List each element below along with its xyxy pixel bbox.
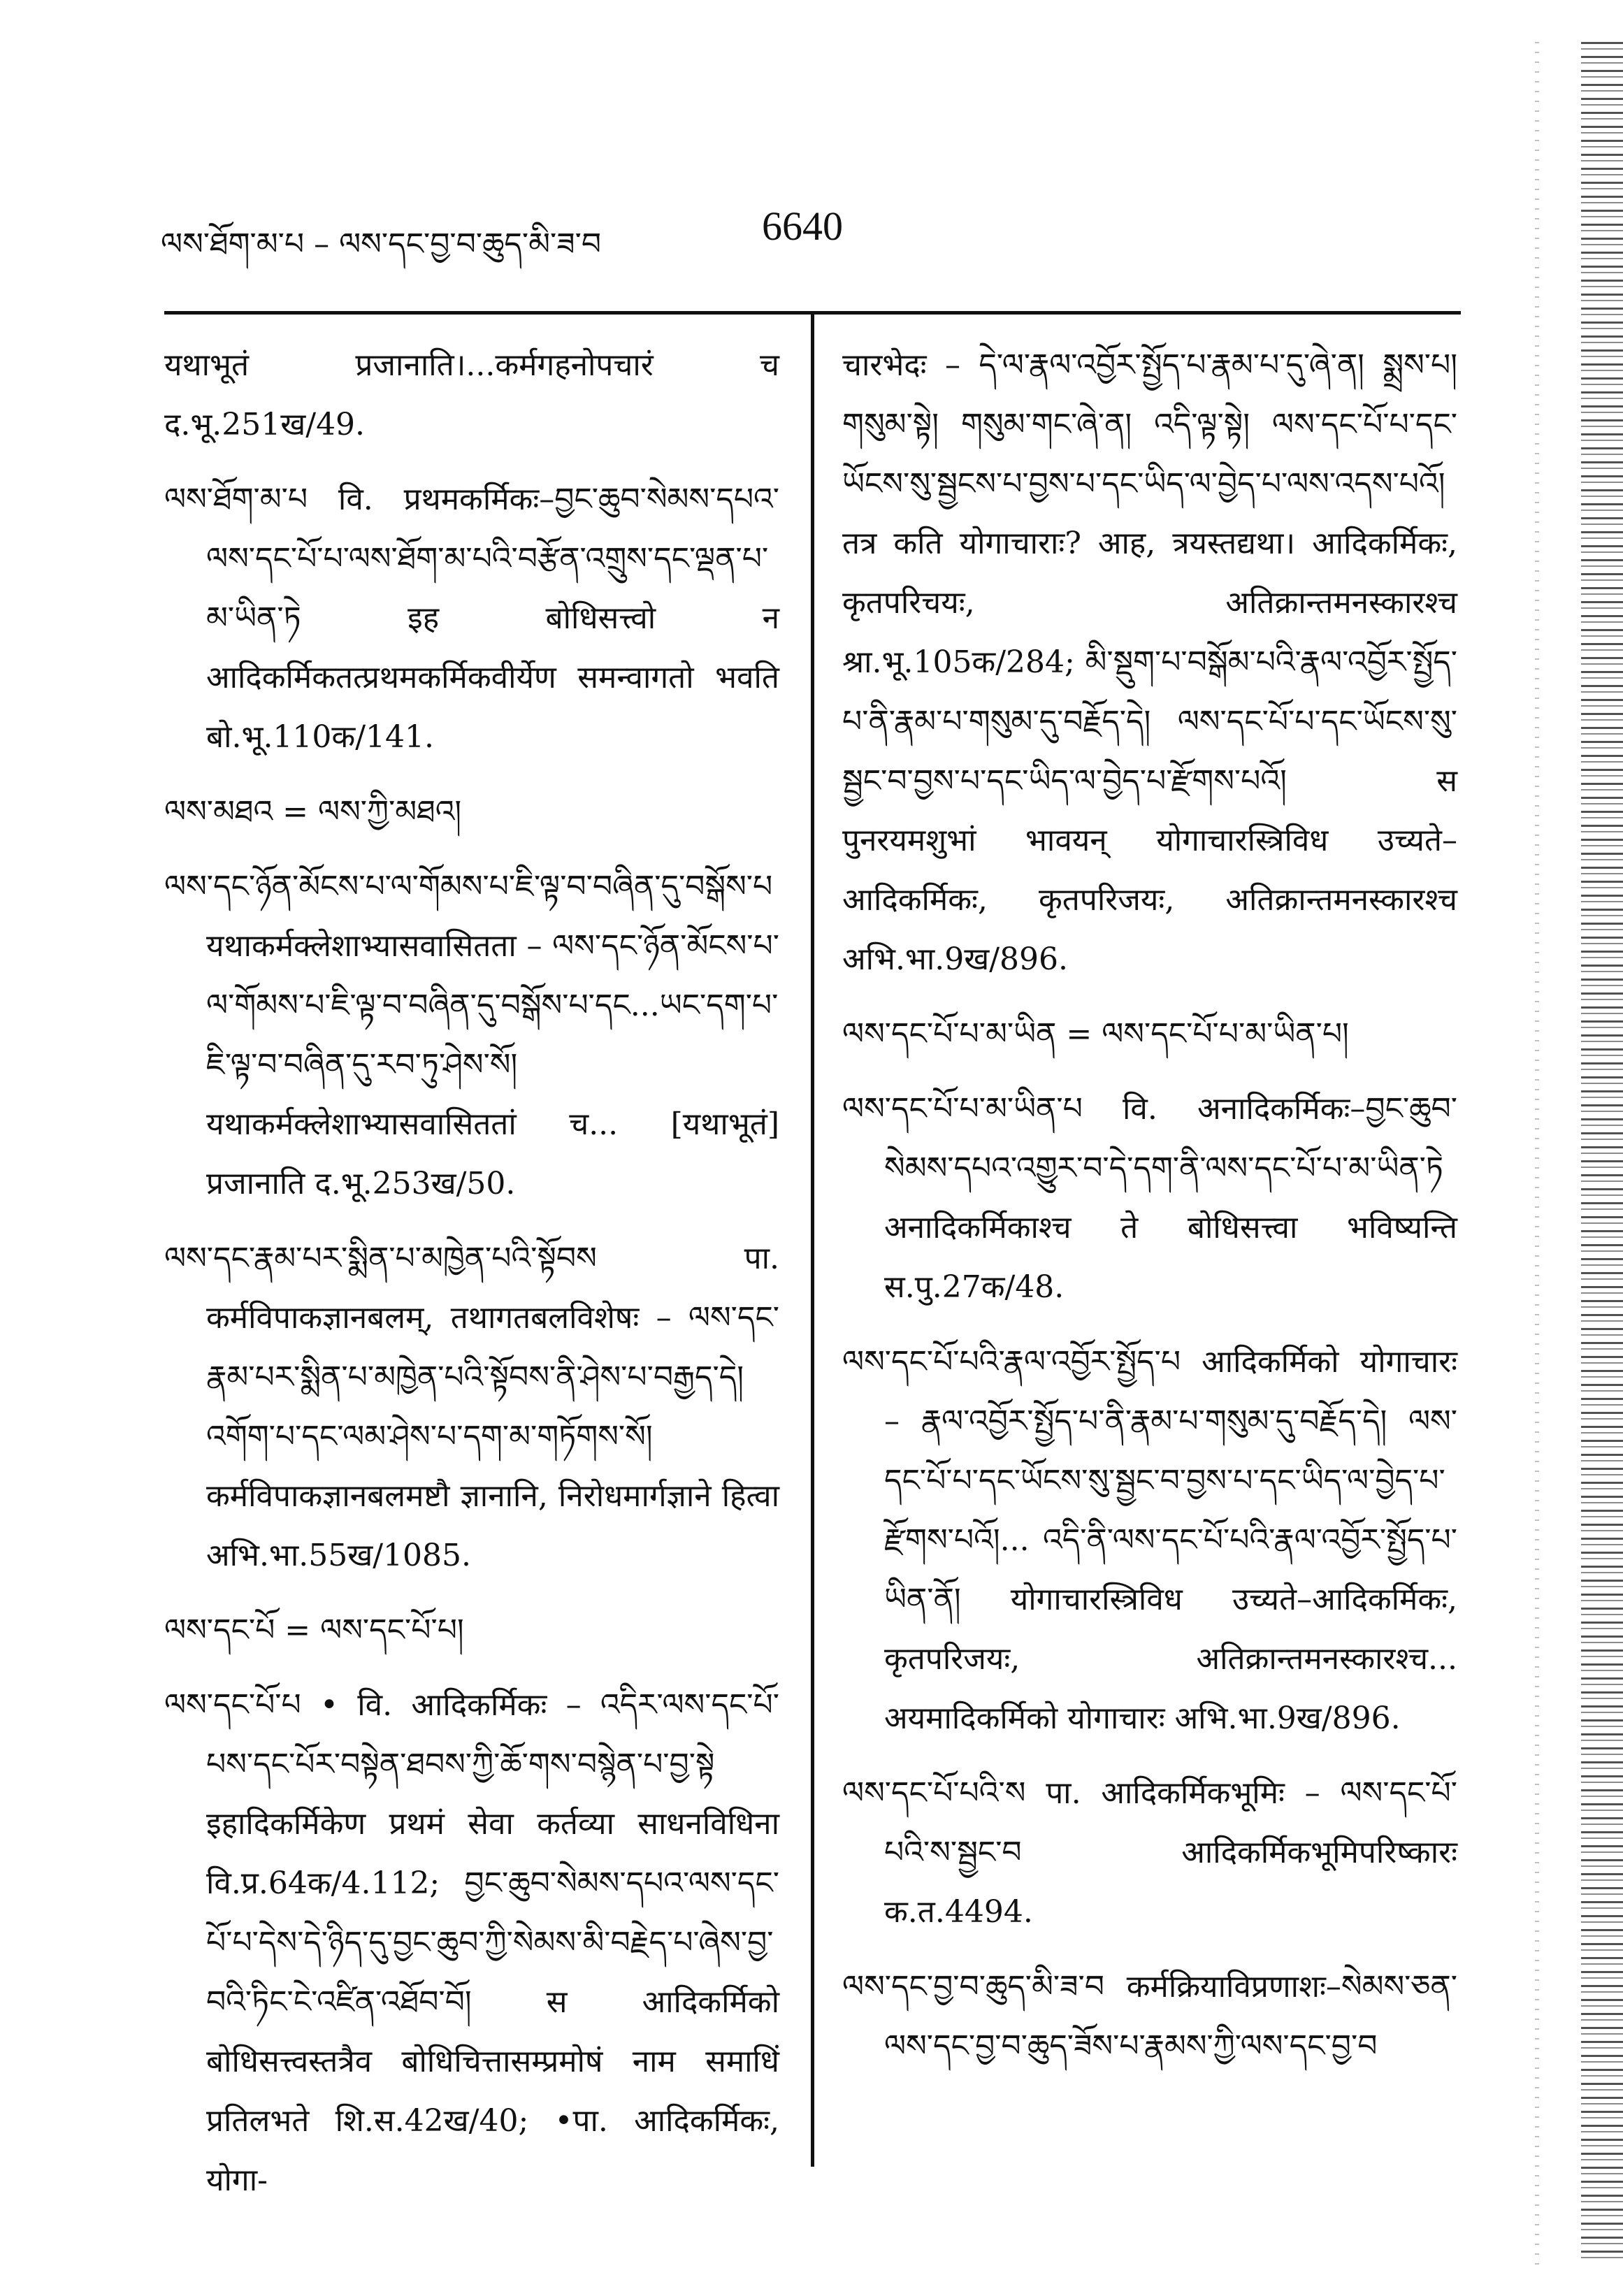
scan-edge-artifact	[1581, 42, 1623, 2265]
dictionary-entry: ལས་ཐོག་མ་པ वि. प्रथमकर्मिकः–བྱང་ཆུབ་སེམས་དཔའ་ལས་དང་པོ་པ་ལས་ཐོག་མ་པའི་བརྩོན་འགྲུས་དང་ལྡན་པ་མ་ཡིན་ཏེ इह बोधिसत्त्वो न आदिकर्मिकतत्प्रथमकर्मिकवीर्येण समन्वागतो भवति बो.भू.110क/141.	[164, 482, 779, 755]
dictionary-entry: ལས་དང་བྱ་བ་ཆུད་མི་ཟ་བ कर्मक्रियाविप्रणाशः–སེམས་ཅན་ལས་དང་བྱ་བ་ཆུད་ཟོས་པ་རྣམས་ཀྱི་ལས་དང་བྱ་བ	[842, 1969, 1457, 2064]
dictionary-entry: ལས་དང་པོ་པའི་རྣལ་འབྱོར་སྤྱོད་པ आदिकर्मिको योगाचारः – རྣལ་འབྱོར་སྤྱོད་པ་ནི་རྣམ་པ་གསུམ་དུ་བརྗོད་དེ། ལས་དང་པོ་པ་དང་ཡོངས་སུ་སྦྱང་བ་བྱས་པ་དང་ཡིད་ལ་བྱེད་པ་རྫོགས་པའོ།... འདི་ནི་ལས་དང་པོ་པའི་རྣལ་འབྱོར་སྤྱོད་པ་ཡིན་ནོ། योगाचारस्त्रिविध उच्यते–आदिकर्मिकः, कृतपरिजयः, अतिक्रान्तमनस्कारश्च... अयमादिकर्मिको योगाचारः अभि.भा.9ख/896.	[842, 1344, 1457, 1736]
dictionary-entry: ལས་དང་པོ = ལས་དང་པོ་པ།	[164, 1612, 464, 1648]
dictionary-entry: ལས་དང་པོ་པ • वि. आदिकर्मिकः – འདིར་ལས་དང་པོ་པས་དང་པོར་བསྟེན་ཐབས་ཀྱི་ཆོ་གས་བསྙེན་པ་བྱ་སྟེ इहादिकर्मिकेण प्रथमं सेवा कर्तव्या साधनविधिना वि.प्र.64क/4.112; བྱང་ཆུབ་སེམས་དཔའ་ལས་དང་པོ་པ་དེས་དེ་ཉིད་དུ་བྱང་ཆུབ་ཀྱི་སེམས་མི་བརྗེད་པ་ཞེས་བྱ་བའི་ཏིང་ངེ་འཛིན་འཐོབ་བོ། स आदिकर्मिको बोधिसत्त्वस्तत्रैव बोधिचित्तासम्प्रमोषं नाम समाधिं प्रतिलभते शि.स.42ख/40; •पा. आदिकर्मिकः, योगा-	[164, 1687, 779, 2198]
left-column	[164, 335, 779, 2225]
right-column	[842, 335, 1457, 2091]
page-header	[161, 175, 1454, 262]
dictionary-entry: ལས་དང་པོ་པ་མ་ཡིན་པ वि. अनादिकर्मिकः–བྱང་ཆུབ་སེམས་དཔའ་འགྱུར་བ་དེ་དག་ནི་ལས་དང་པོ་པ་མ་ཡིན་ཏེ अनादिकर्मिकाश्च ते बोधिसत्त्वा भविष्यन्ति स.पु.27क/48.	[842, 1091, 1457, 1305]
page-number: 6640	[762, 203, 843, 249]
column-divider	[811, 315, 814, 2167]
dictionary-entry: ལས་དང་ཉོན་མོངས་པ་ལ་གོམས་པ་ཇི་ལྟ་བ་བཞིན་དུ་བསྒོས་པ यथाकर्मक्लेशाभ्यासवासितता – ལས་དང་ཉོན་མོངས་པ་ལ་གོམས་པ་ཇི་ལྟ་བ་བཞིན་དུ་བསྒོས་པ་དང...ཡང་དག་པ་ཇི་ལྟ་བ་བཞིན་དུ་རབ་ཏུ་ཤེས་སོ། यथाकर्मक्लेशाभ्यासवासिततां च... [यथाभूतं] प्रजानाति द.भू.253ख/50.	[164, 869, 779, 1201]
dictionary-entry: चारभेदः – དེ་ལ་རྣལ་འབྱོར་སྤྱོད་པ་རྣམ་པ་དུ་ཞེ་ན། སྨྲས་པ། གསུམ་སྟེ། གསུམ་གང་ཞེ་ན། འདི་ལྟ་སྟེ། ལས་དང་པོ་པ་དང་ཡོངས་སུ་སྦྱངས་པ་བྱས་པ་དང་ཡིད་ལ་བྱེད་པ་ལས་འདས་པའོ། तत्र कति योगाचाराः? आह, त्रयस्तद्यथा। आदिकर्मिकः, कृतपरिचयः, अतिक्रान्तमनस्कारश्च श्रा.भू.105क/284; མི་སྡུག་པ་བསྒོམ་པའི་རྣལ་འབྱོར་སྤྱོད་པ་ནི་རྣམ་པ་གསུམ་དུ་བརྗོད་དེ། ལས་དང་པོ་པ་དང་ཡོངས་སུ་སྦྱང་བ་བྱས་པ་དང་ཡིད་ལ་བྱེད་པ་རྫོགས་པའོ། स पुनरयमशुभां भावयन् योगाचारस्त्रिविध उच्यते–आदिकर्मिकः, कृतपरिजयः, अतिक्रान्तमनस्कारश्च अभि.भा.9ख/896.	[842, 347, 1457, 977]
header-guide-words: ལས་ཐོག་མ་པ – ལས་དང་བྱ་བ་ཆུད་མི་ཟ་བ	[161, 226, 602, 262]
dictionary-entry: ལས་དང་པོ་པ་མ་ཡིན = ལས་དང་པོ་པ་མ་ཡིན་པ།	[842, 1016, 1349, 1052]
dictionary-entry: ལས་དང་པོ་པའི་ས पा. आदिकर्मिकभूमिः – ལས་དང་པོ་པའི་ས་སྦྱང་བ आदिकर्मिकभूमिपरिष्कारः क.त.4494.	[842, 1775, 1457, 1930]
dictionary-entry: यथाभूतं प्रजानाति।...कर्मगहनोपचारं च द.भू.251ख/49.	[164, 347, 779, 442]
dictionary-entry: ལས་མཐའ = ལས་ཀྱི་མཐའ།	[164, 794, 462, 830]
dictionary-entry: ལས་དང་རྣམ་པར་སྨིན་པ་མཁྱེན་པའི་སྟོབས पा. कर्मविपाकज्ञानबलम्, तथागतबलविशेषः – ལས་དང་རྣམ་པར་སྨིན་པ་མཁྱེན་པའི་སྟོབས་ནི་ཤེས་པ་བརྒྱད་དེ། འགོག་པ་དང་ལམ་ཤེས་པ་དག་མ་གཏོགས་སོ། कर्मविपाकज्ञानबलमष्टौ ज्ञानानि, निरोधमार्गज्ञाने हित्वा अभि.भा.55ख/1085.	[164, 1241, 779, 1573]
scan-edge-artifact	[1535, 42, 1539, 2265]
